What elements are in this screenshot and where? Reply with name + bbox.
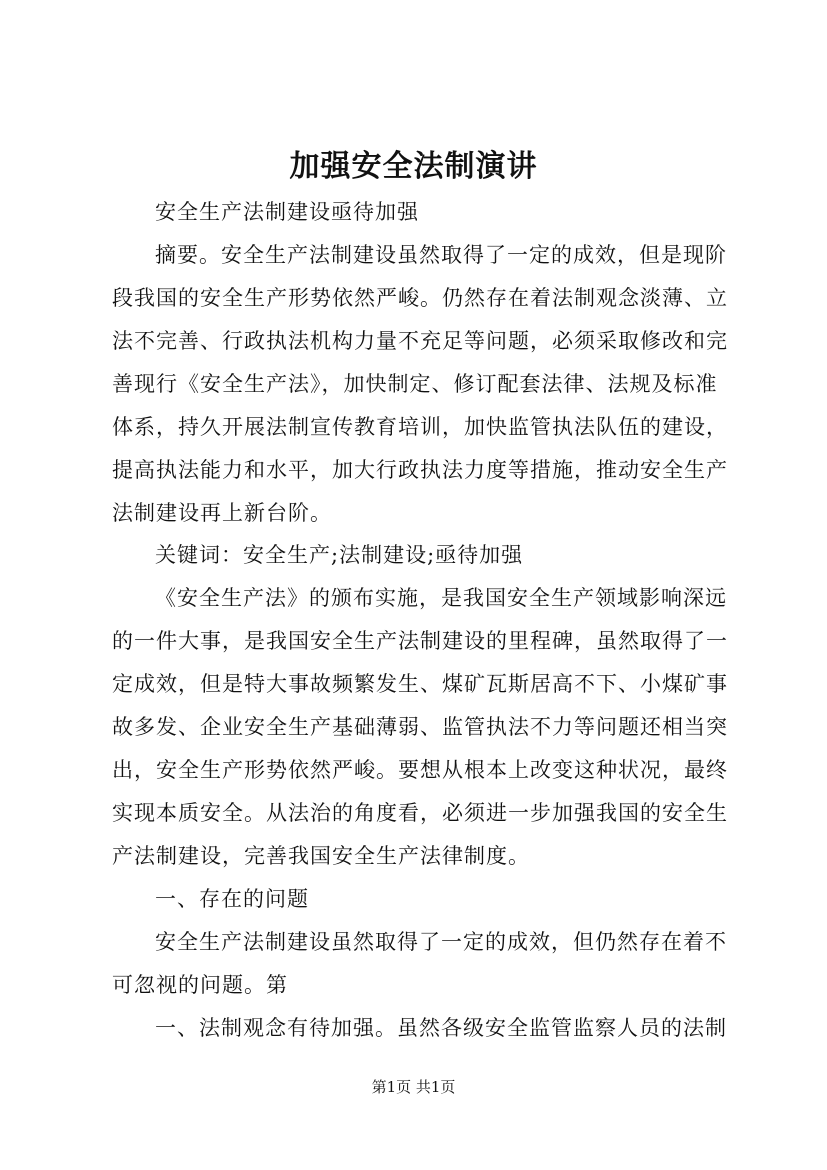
body-line: 一、法制观念有待加强。虽然各级安全监管监察人员的法制	[155, 1016, 727, 1040]
body-line: 产法制建设，完善我国安全生产法律制度。	[112, 844, 530, 868]
body-line: 《安全生产法》的颁布实施，是我国安全生产领域影响深远	[155, 586, 727, 610]
body-line: 故多发、企业安全生产基础薄弱、监管执法不力等问题还相当突	[112, 715, 728, 739]
body-line: 实现本质安全。从法治的角度看，必须进一步加强我国的安全生	[112, 801, 728, 825]
subtitle-line: 安全生产法制建设亟待加强	[155, 200, 419, 224]
body-line: 定成效，但是特大事故频繁发生、煤矿瓦斯居高不下、小煤矿事	[112, 672, 728, 696]
section-heading: 一、存在的问题	[155, 887, 309, 911]
page-footer: 第1页 共1页	[371, 1078, 456, 1096]
body-line: 法不完善、行政执法机构力量不充足等问题，必须采取修改和完	[112, 329, 728, 353]
document-title: 加强安全法制演讲	[289, 149, 538, 184]
body-line: 出，安全生产形势依然严峻。要想从根本上改变这种状况，最终	[112, 758, 728, 782]
body-line: 段我国的安全生产形势依然严峻。仍然存在着法制观念淡薄、立	[112, 286, 728, 310]
body-line: 摘要。安全生产法制建设虽然取得了一定的成效，但是现阶	[155, 243, 727, 267]
body-line: 安全生产法制建设虽然取得了一定的成效，但仍然存在着不	[155, 930, 727, 954]
keywords-line: 关键词：安全生产;法制建设;亟待加强	[155, 543, 524, 567]
body-line: 提高执法能力和水平，加大行政执法力度等措施，推动安全生产	[112, 458, 728, 482]
body-line: 体系，持久开展法制宣传教育培训，加快监管执法队伍的建设，	[112, 415, 728, 439]
body-line: 可忽视的问题。第	[112, 973, 288, 997]
body-line: 法制建设再上新台阶。	[112, 501, 332, 525]
body-line: 的一件大事，是我国安全生产法制建设的里程碑，虽然取得了一	[112, 629, 728, 653]
body-line: 善现行《安全生产法》，加快制定、修订配套法律、法规及标准	[112, 372, 718, 396]
